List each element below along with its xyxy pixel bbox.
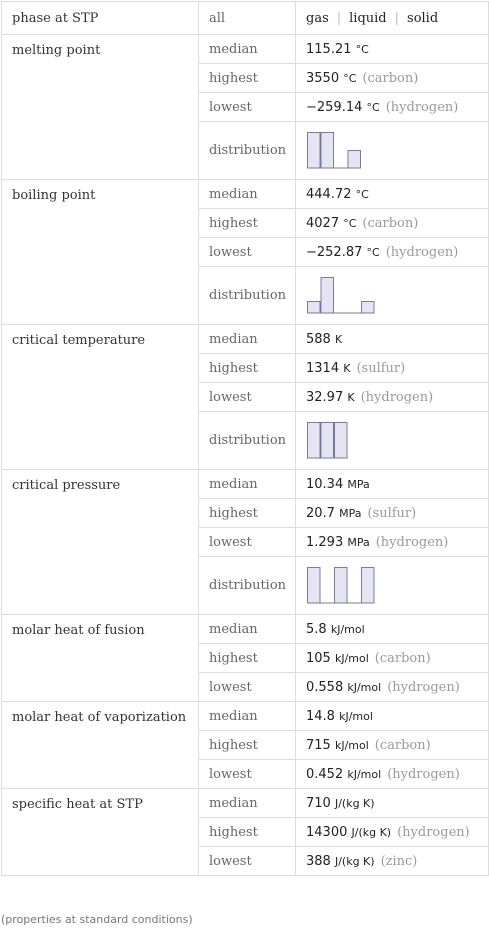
stat-note: (carbon): [374, 737, 431, 753]
stat-unit: kJ/mol: [347, 767, 382, 781]
phase-solid: solid: [407, 10, 439, 26]
stat-unit: MPa: [347, 535, 370, 549]
stat-value-cell: [296, 818, 489, 847]
stat-note: (zinc): [380, 853, 418, 869]
table-row: [2, 615, 489, 644]
property-name: molar heat of fusion: [2, 615, 199, 702]
stat-value: 588: [306, 331, 331, 347]
stat-value-cell: [296, 383, 489, 412]
stat-unit: J/(kg K): [351, 825, 392, 839]
stat-value: 1.293: [306, 534, 344, 550]
stat-label-distribution: distribution: [199, 557, 296, 615]
stat-label-distribution: distribution: [199, 122, 296, 180]
stat-label-median: median: [199, 615, 296, 644]
stat-unit: MPa: [339, 506, 362, 520]
stat-label-lowest: lowest: [199, 528, 296, 557]
stat-label-distribution: distribution: [199, 267, 296, 325]
stat-label-highest: highest: [199, 209, 296, 238]
stat-note: (hydrogen): [385, 244, 459, 260]
property-name: critical temperature: [2, 325, 199, 470]
stat-note: (carbon): [362, 70, 419, 86]
table-row: [2, 789, 489, 818]
stat-label-lowest: lowest: [199, 383, 296, 412]
distribution-cell: [296, 267, 489, 325]
stat-unit: K: [347, 390, 355, 404]
histogram-bar: [308, 132, 321, 168]
stat-value: 710: [306, 795, 331, 811]
histogram-bar: [335, 422, 348, 458]
property-name: critical pressure: [2, 470, 199, 615]
stat-label-median: median: [199, 325, 296, 354]
stat-value: 0.558: [306, 679, 344, 695]
table-row: [2, 325, 489, 354]
stat-label-highest: highest: [199, 731, 296, 760]
stat-unit: kJ/mol: [347, 680, 382, 694]
property-name: molar heat of vaporization: [2, 702, 199, 789]
stat-value: 715: [306, 737, 331, 753]
histogram-bar: [321, 132, 334, 168]
stat-note: (sulfur): [356, 360, 406, 376]
stat-value: 105: [306, 650, 331, 666]
footer-note: (properties at standard conditions): [1, 913, 193, 926]
stat-label-distribution: distribution: [199, 412, 296, 470]
stat-label-lowest: lowest: [199, 847, 296, 876]
stat-unit: °C: [343, 71, 357, 85]
stat-unit: °C: [366, 100, 380, 114]
histogram-bar: [308, 567, 321, 603]
histogram-bar: [348, 150, 361, 168]
histogram-bar: [362, 301, 375, 313]
stat-value: 20.7: [306, 505, 335, 521]
distribution-histogram: [306, 275, 378, 319]
stat-unit: °C: [355, 187, 369, 201]
stat-value-cell: [296, 64, 489, 93]
stat-value-cell: [296, 731, 489, 760]
histogram-bar: [362, 567, 375, 603]
stat-value: 14300: [306, 824, 348, 840]
stat-value-cell: [296, 847, 489, 876]
header-phases: [296, 2, 489, 35]
histogram-bar: [321, 277, 334, 313]
distribution-cell: [296, 122, 489, 180]
header-all: all: [199, 2, 296, 35]
stat-label-highest: highest: [199, 818, 296, 847]
stat-unit: °C: [366, 245, 380, 259]
stat-value-cell: [296, 180, 489, 209]
stat-label-lowest: lowest: [199, 673, 296, 702]
distribution-histogram: [306, 565, 378, 609]
stat-value: 3550: [306, 70, 340, 86]
stat-value-cell: [296, 673, 489, 702]
stat-value-cell: [296, 528, 489, 557]
distribution-histogram: [306, 420, 378, 464]
table-row: [2, 470, 489, 499]
stat-unit: K: [343, 361, 351, 375]
stat-value-cell: [296, 35, 489, 64]
histogram-bar: [321, 422, 334, 458]
stat-value: 10.34: [306, 476, 344, 492]
phase-liquid: liquid: [349, 10, 387, 26]
stat-value-cell: [296, 93, 489, 122]
stat-unit: J/(kg K): [334, 796, 375, 810]
properties-table: [1, 1, 489, 876]
stat-note: (carbon): [362, 215, 419, 231]
stat-value-cell: [296, 238, 489, 267]
stat-note: (hydrogen): [385, 99, 459, 115]
table-row: [2, 35, 489, 64]
stat-value-cell: [296, 644, 489, 673]
stat-value: 444.72: [306, 186, 352, 202]
stat-value-cell: [296, 209, 489, 238]
stat-value-cell: [296, 354, 489, 383]
stat-unit: kJ/mol: [334, 738, 369, 752]
stat-note: (carbon): [374, 650, 431, 666]
stat-label-highest: highest: [199, 64, 296, 93]
phase-separator: |: [394, 10, 400, 26]
stat-unit: °C: [343, 216, 357, 230]
stat-value: −259.14: [306, 99, 363, 115]
stat-unit: MPa: [347, 477, 370, 491]
property-name: melting point: [2, 35, 199, 180]
header-row: [2, 2, 489, 35]
stat-value-cell: [296, 789, 489, 818]
property-name: specific heat at STP: [2, 789, 199, 876]
stat-value: 115.21: [306, 41, 352, 57]
stat-unit: J/(kg K): [334, 854, 375, 868]
stat-unit: °C: [355, 42, 369, 56]
stat-value-cell: [296, 615, 489, 644]
stat-note: (hydrogen): [387, 679, 460, 695]
stat-note: (sulfur): [367, 505, 417, 521]
stat-value: 5.8: [306, 621, 327, 637]
stat-value: 0.452: [306, 766, 344, 782]
stat-label-median: median: [199, 180, 296, 209]
stat-value: 32.97: [306, 389, 344, 405]
property-name: boiling point: [2, 180, 199, 325]
stat-value-cell: [296, 499, 489, 528]
stat-unit: kJ/mol: [339, 709, 373, 723]
stat-label-highest: highest: [199, 644, 296, 673]
stat-value: −252.87: [306, 244, 363, 260]
stat-label-highest: highest: [199, 354, 296, 383]
stat-value-cell: [296, 760, 489, 789]
distribution-cell: [296, 412, 489, 470]
stat-label-median: median: [199, 789, 296, 818]
table-row: [2, 702, 489, 731]
stat-label-highest: highest: [199, 499, 296, 528]
stat-unit: K: [334, 332, 343, 346]
stat-value-cell: [296, 470, 489, 499]
stat-value: 14.8: [306, 708, 335, 724]
histogram-bar: [335, 567, 348, 603]
stat-label-lowest: lowest: [199, 93, 296, 122]
histogram-bar: [308, 301, 321, 313]
stat-value-cell: [296, 702, 489, 731]
phase-separator: |: [336, 10, 342, 26]
stat-value-cell: [296, 325, 489, 354]
stat-label-lowest: lowest: [199, 760, 296, 789]
stat-value: 1314: [306, 360, 340, 376]
stat-note: (hydrogen): [397, 824, 470, 840]
header-phase-label: phase at STP: [2, 2, 199, 35]
histogram-bar: [308, 422, 321, 458]
stat-label-median: median: [199, 35, 296, 64]
table-row: [2, 180, 489, 209]
stat-label-median: median: [199, 702, 296, 731]
stat-note: (hydrogen): [375, 534, 449, 550]
distribution-histogram: [306, 130, 378, 174]
stat-unit: kJ/mol: [330, 622, 365, 636]
stat-value: 4027: [306, 215, 340, 231]
stat-note: (hydrogen): [387, 766, 460, 782]
stat-value: 388: [306, 853, 331, 869]
stat-label-median: median: [199, 470, 296, 499]
stat-unit: kJ/mol: [334, 651, 369, 665]
stat-note: (hydrogen): [360, 389, 434, 405]
distribution-cell: [296, 557, 489, 615]
phase-gas: gas: [306, 10, 329, 26]
stat-label-lowest: lowest: [199, 238, 296, 267]
